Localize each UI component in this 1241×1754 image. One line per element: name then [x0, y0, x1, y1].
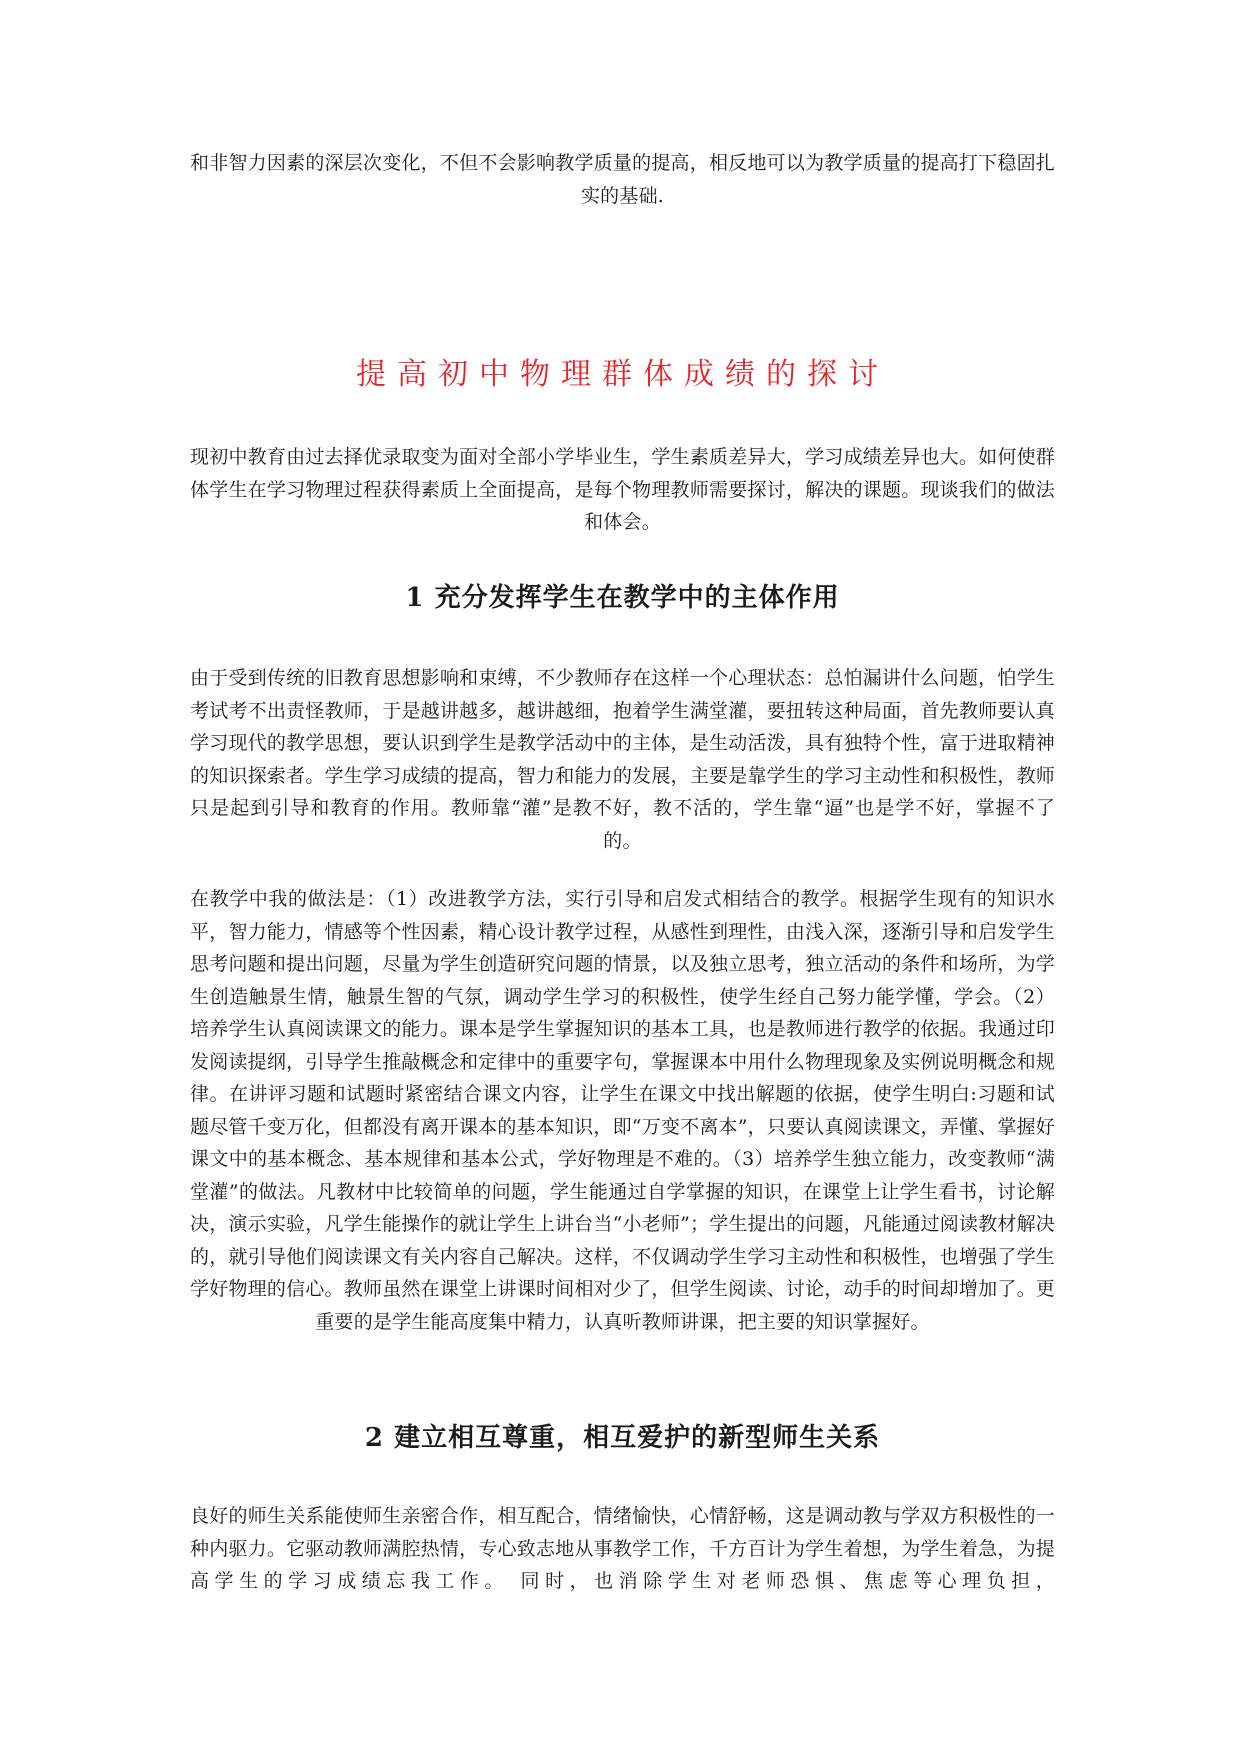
- document-title: 提高初中物理群体成绩的探讨: [356, 357, 889, 392]
- section-2-paragraph-1: 良好的师生关系能使师生亲密合作，相互配合，情绪愉快，心情舒畅，这是调动教与学双方积极性的一种内驱力。它驱动教师满腔热情，专心致志地从事教学工作，千方百计为学生着想，为学生着急，为提高学生的学习成绩忘我工作。 同时，也消除学生对老师恐惧、焦虑等心理负担，: [190, 1505, 1055, 1592]
- paragraph-lead: 现初中教育由过去择优录取变为面对全部小学毕业生，学生素质差异大，学习成绩差异也大。如何使群体学生在学习物理过程获得素质上全面提高，是每个物理教师需要探讨，解决的课题。现谈我们的做法和体会。: [190, 446, 1055, 533]
- paragraph-intro-continued: 和非智力因素的深层次变化，不但不会影响教学质量的提高，相反地可以为教学质量的提高打下稳固扎实的基础.: [190, 152, 1055, 207]
- section-1-paragraph-2: 在教学中我的做法是：（1）改进教学方法，实行引导和启发式相结合的教学。根据学生现有的知识水平，智力能力，情感等个性因素，精心设计教学过程，从感性到理性，由浅入深，逐渐引导和启发学生思考问题和提出问题，尽量为学生创造研究问题的情景，以及独立思考，独立活动的条件和场所，为学生创造触景生情，触景生智的气氛，调动学生学习的积极性，使学生经自己努力能学懂，学会。（2）培养学生认真阅读课文的能力。课本是学生掌握知识的基本工具，也是教师进行教学的依据。我通过印发阅读提纲，引导学生推敲概念和定律中的重要字句，掌握课本中用什么物理现象及实例说明概念和规律。在讲评习题和试题时紧密结合课文内容，让学生在课文中找出解题的依据，使学生明白:习题和试题尽管千变万化，但都没有离开课本的基本知识，即“万变不离本”，只要认真阅读课文，弄懂、掌握好课文中的基本概念、基本规律和基本公式，学好物理是不难的。（3）培养学生独立能力，改变教师“满堂灌”的做法。凡教材中比较简单的问题，学生能通过自学掌握的知识，在课堂上让学生看书，讨论解决，演示实验，凡学生能操作的就让学生上讲台当“小老师”；学生提出的问题，凡能通过阅读教材解决的，就引导他们阅读课文有关内容自己解决。这样，不仅调动学生学习主动性和积极性，也增强了学生学好物理的信心。教师虽然在课堂上讲课时间相对少了，但学生阅读、讨论，动手的时间却增加了。更重要的是学生能高度集中精力，认真听教师讲课，把主要的知识掌握好。: [190, 888, 1055, 1333]
- section-heading-2: 2 建立相互尊重，相互爱护的新型师生关系: [364, 1423, 881, 1453]
- section-heading-1: 1 充分发挥学生在教学中的主体作用: [405, 583, 840, 613]
- section-1-paragraph-1: 由于受到传统的旧教育思想影响和束缚，不少教师存在这样一个心理状态：总怕漏讲什么问题，怕学生考试考不出责怪教师，于是越讲越多，越讲越细，抱着学生满堂灌，要扭转这种局面，首先教师要认真学习现代的教学思想，要认识到学生是教学活动中的主体，是生动活泼，具有独特个性，富于进取精神的知识探索者。学生学习成绩的提高，智力和能力的发展，主要是靠学生的学习主动性和积极性，教师只是起到引导和教育的作用。教师靠“灌”是教不好，教不活的，学生靠“逼”也是学不好，掌握不了的。: [190, 667, 1055, 852]
